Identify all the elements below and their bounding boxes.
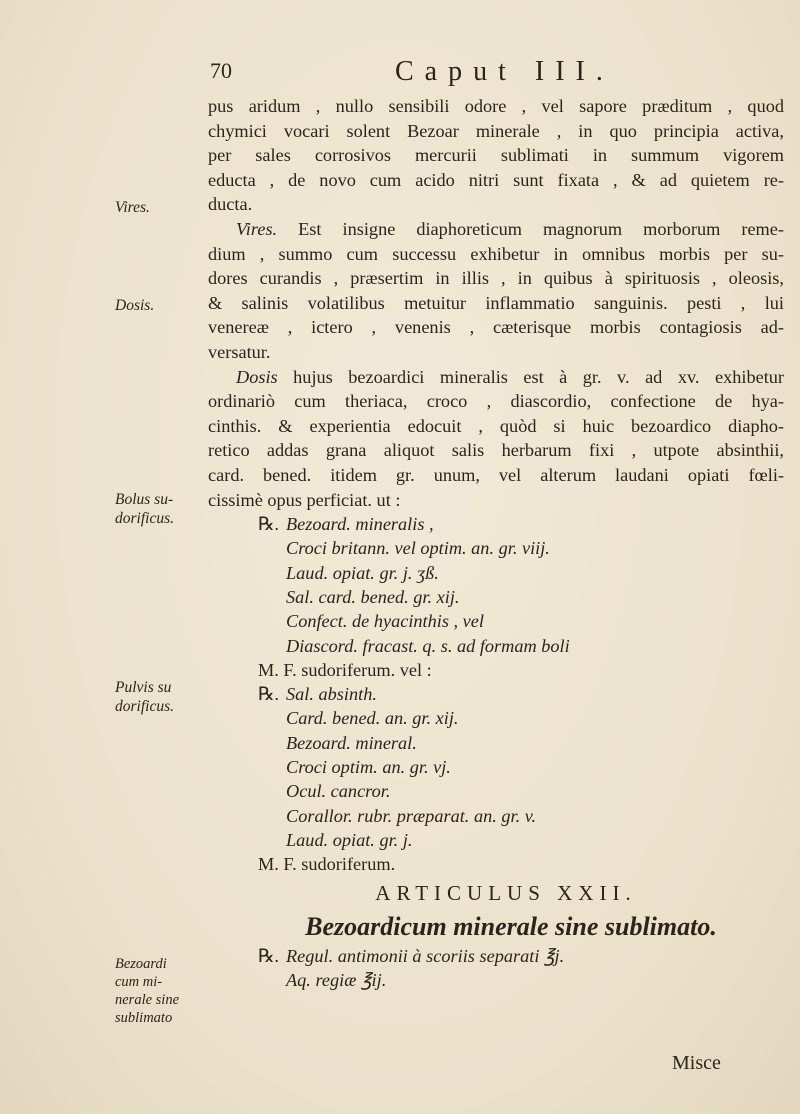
- article-heading: ARTICULUS XXII.: [375, 880, 637, 905]
- text-line: chymici vocari solent Bezoar minerale , in quo principia activa,: [208, 120, 784, 141]
- recipe-symbol: ℞.: [258, 684, 279, 705]
- paragraph-vires: [208, 217, 784, 365]
- recipe-line: Ocul. cancror.: [286, 781, 391, 802]
- text-line: cissimè opus perficiat. ut :: [208, 489, 401, 510]
- recipe-line: ℞. Bezoard. mineralis ,: [258, 512, 784, 536]
- text-line: pus aridum , nullo sensibili odore , vel sapore præditum , quod: [208, 96, 784, 116]
- recipe-bolus: [208, 512, 784, 682]
- recipe-line: Confect. de hyacinthis , vel: [286, 611, 484, 632]
- recipe-line: Laud. opiat. gr. j. ʒß.: [286, 562, 439, 583]
- recipe-line: Sal. card. bened. gr. xij.: [286, 586, 460, 607]
- recipe-closing: M. F. sudoriferum.: [258, 854, 396, 875]
- margin-note-bolus: Bolus su- dorificus.: [115, 491, 174, 527]
- section-title: Bezoardicum minerale sine sublimato.: [305, 911, 717, 941]
- text-line: card. bened. itidem gr. unum, vel alterum laudani opiati fœli-: [208, 464, 784, 485]
- recipe-closing: M. F. sudoriferum. vel :: [258, 659, 432, 680]
- main-text: [208, 94, 784, 992]
- recipe-line: Bezoard. mineral.: [286, 732, 417, 753]
- margin-note-bezoardi: Bezoardi cum mi- nerale sine sublimato: [115, 956, 180, 1026]
- page-header: [0, 58, 800, 92]
- recipe-line: Corallor. rubr. præparat. an. gr. v.: [286, 805, 537, 826]
- text-line: venereæ , ictero , venenis , cæterisque morbis contagiosis ad-: [208, 317, 784, 338]
- recipe-bezoardicum: [208, 944, 784, 992]
- margin-note-pulvis: Pulvis su dorificus.: [115, 679, 174, 715]
- recipe-line: Laud. opiat. gr. j.: [286, 829, 413, 850]
- catchword: Misce: [672, 1052, 721, 1074]
- text-line: versatur.: [208, 341, 271, 362]
- text-line: & salinis volatilibus metuitur inflammatio sanguinis. pesti , lui: [208, 292, 784, 313]
- recipe-symbol: ℞.: [258, 945, 279, 966]
- recipe-line: Diascord. fracast. q. s. ad formam boli: [286, 635, 570, 656]
- text-line: ducta.: [208, 194, 253, 215]
- recipe-symbol: ℞.: [258, 514, 279, 535]
- running-title: Caput III.: [395, 56, 614, 87]
- paragraph-intro: [208, 94, 784, 217]
- recipe-line: ℞. Regul. antimonii à scoriis separati ℥j.: [258, 945, 565, 966]
- text-line: Vires. Est insigne diaphoreticum magnorum morborum reme-: [236, 218, 784, 239]
- text-line: educta , de novo cum acido nitri sunt fixata , & ad quietem re-: [208, 169, 784, 190]
- page-number: 70: [210, 58, 232, 83]
- recipe-line: ℞. Sal. absinth.: [258, 682, 784, 706]
- margin-note-vires: Vires.: [115, 199, 150, 216]
- lead-word-vires: Vires.: [236, 218, 278, 239]
- text-line: Dosis hujus bezoardici mineralis est à gr. v. ad xv. exhibetur: [236, 366, 785, 387]
- text-line: retico addas grana aliquot salis herbarum fixi , utpote absinthii,: [208, 440, 784, 461]
- recipe-line: Card. bened. an. gr. xij.: [286, 708, 459, 729]
- text-line: dium , summo cum successu exhibetur in omnibus morbis per su-: [208, 243, 784, 264]
- text-line: per sales corrosivos mercurii sublimati in summum vigorem: [208, 145, 784, 166]
- text-line: cinthis. & experientia edocuit , quòd si huic bezoardico diapho-: [208, 415, 784, 436]
- recipe-line: Aq. regiæ ℥ij.: [286, 969, 387, 990]
- recipe-line: Croci optim. an. gr. vj.: [286, 757, 451, 778]
- text-line: dores curandis , præsertim in illis , in quibus à spirituosis , oleosis,: [208, 268, 784, 289]
- recipe-line: Croci britann. vel optim. an. gr. viij.: [286, 538, 550, 559]
- lead-word-dosis: Dosis: [236, 366, 278, 387]
- margin-note-dosis: Dosis.: [115, 297, 155, 314]
- recipe-pulvis: [208, 682, 784, 876]
- text-line: ordinariò cum theriaca, croco , diascordio, confectione de hya-: [208, 391, 784, 412]
- paragraph-dosis: [208, 365, 784, 513]
